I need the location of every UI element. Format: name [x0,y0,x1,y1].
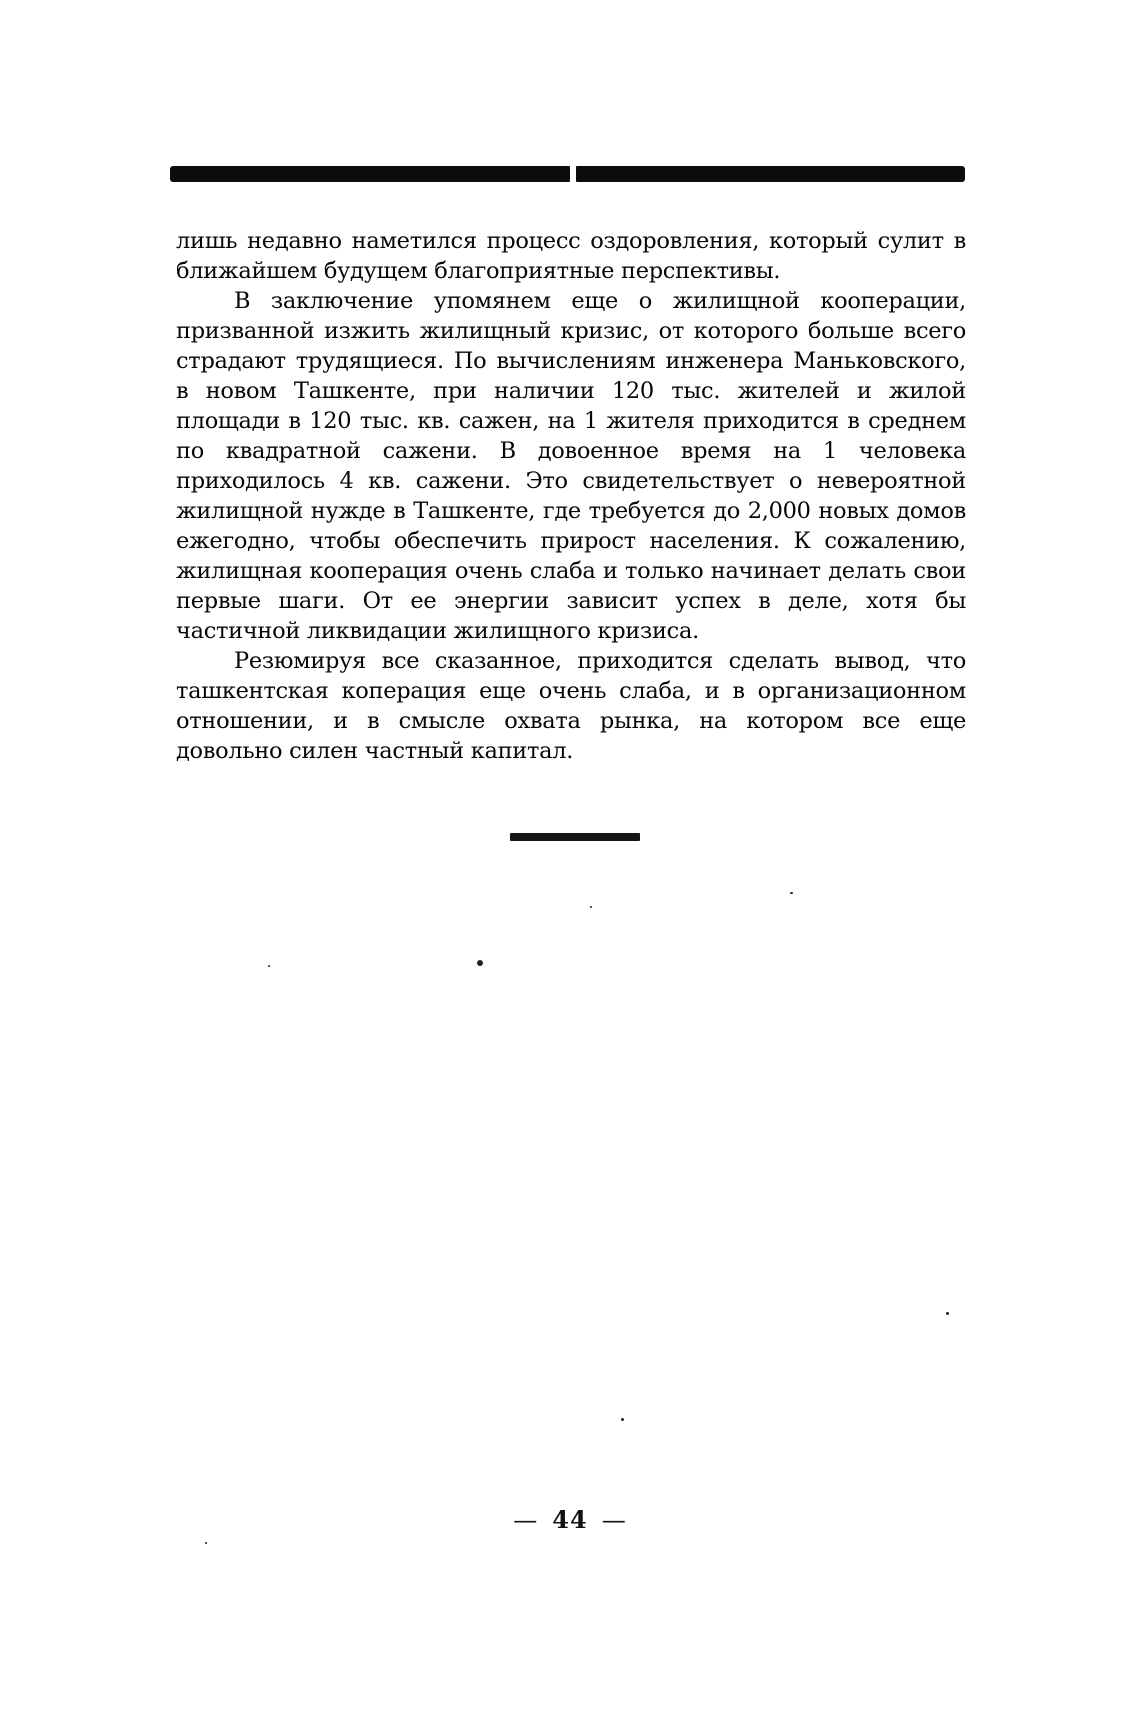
page-number-dash-left: — [513,1506,539,1534]
page-number-value: 44 [552,1505,588,1534]
scan-speck [477,960,483,966]
paragraph-continued: лишь недавно наметился процесс оздоровления, который сулит в ближайшем будущем благоприятные перспективы. [176,228,966,284]
page-number-dash-right: — [601,1506,627,1534]
scan-speck [205,1542,207,1544]
top-rule-left-segment [170,166,570,182]
scan-speck [790,892,793,894]
scan-speck [590,906,592,908]
scan-speck [268,965,270,967]
scan-speck [621,1418,624,1421]
top-rule [170,166,965,182]
top-rule-right-segment [576,166,965,182]
scan-speck [946,1312,949,1315]
paragraph-conclusion: Резюмируя все сказанное, приходится сделать вывод, что ташкентская коперация еще очень слаба, и в организационном отношении, и в смысле охвата рынка, на котором все еще довольно силен частный капитал. [176,648,966,764]
paragraph-housing-cooperation: В заключение упомянем еще о жилищной кооперации, призванной изжить жилищный кризис, от которого больше всего страдают трудящиеся. По вычислениям инженера Маньковского, в новом Ташкенте, при наличии 120 тыс. жителей и жилой площади в 120 тыс. кв. сажен, на 1 жителя приходится в среднем по квадратной сажени. В довоенное время на 1 человека приходилось 4 кв. сажени. Это свидетельствует о невероятной жилищной нужде в Ташкенте, где требуется до 2,000 новых домов ежегодно, чтобы обеспечить прирост населения. К сожалению, жилищная кооперация очень слаба и только начинает делать свои первые шаги. От ее энергии зависит успех в деле, хотя бы частичной ликвидации жилищного кризиса. [176,288,966,644]
body-text [176,226,966,766]
section-end-rule [510,833,640,841]
page-number [0,1505,1140,1534]
